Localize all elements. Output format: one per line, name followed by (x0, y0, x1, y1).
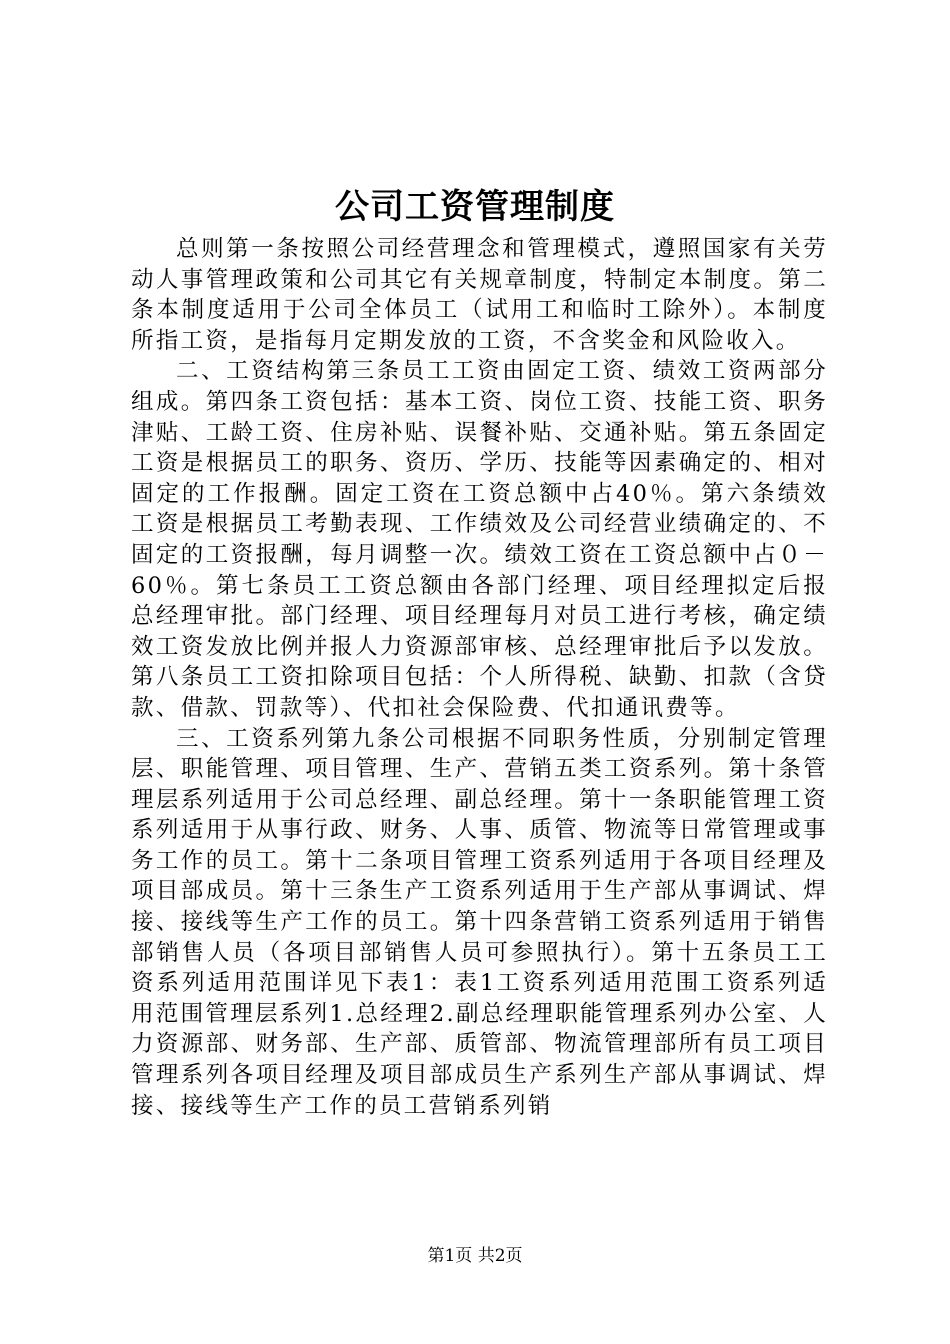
paragraph-salary-series: 三、工资系列第九条公司根据不同职务性质，分别制定管理层、职能管理、项目管理、生产、营销五类工资系列。第十条管理层系列适用于公司总经理、副总经理。第十一条职能管理工资系列适用于从事行政、财务、人事、质管、物流等日常管理或事务工作的员工。第十二条项目管理工资系列适用于各项目经理及项目部成员。第十三条生产工资系列适用于生产部从事调试、焊接、接线等生产工作的员工。第十四条营销工资系列适用于销售部销售人员（各项目部销售人员可参照执行）。第十五条员工工资系列适用范围详见下表1：表1工资系列适用范围工资系列适用范围管理层系列1.总经理2.副总经理职能管理系列办公室、人力资源部、财务部、生产部、质管部、物流管理部所有员工项目管理系列各项目经理及项目部成员生产系列生产部从事调试、焊接、接线等生产工作的员工营销系列销 (131, 725, 828, 1119)
document-title: 公司工资管理制度 (335, 187, 615, 227)
page-number-footer: 第1页 共2页 (427, 1246, 523, 1266)
document-body (131, 234, 828, 1121)
paragraph-general-provisions: 总则第一条按照公司经营理念和管理模式，遵照国家有关劳动人事管理政策和公司其它有关规章制度，特制定本制度。第二条本制度适用于公司全体员工（试用工和临时工除外）。本制度所指工资，是指每月定期发放的工资，不含奖金和风险收入。 (131, 236, 828, 354)
paragraph-salary-structure: 二、工资结构第三条员工工资由固定工资、绩效工资两部分组成。第四条工资包括：基本工资、岗位工资、技能工资、职务津贴、工龄工资、住房补贴、误餐补贴、交通补贴。第五条固定工资是根据员工的职务、资历、学历、技能等因素确定的、相对固定的工作报酬。固定工资在工资总额中占40％。第六条绩效工资是根据员工考勤表现、工作绩效及公司经营业绩确定的、不固定的工资报酬，每月调整一次。绩效工资在工资总额中占０－60％。第七条员工工资总额由各部门经理、项目经理拟定后报总经理审批。部门经理、项目经理每月对员工进行考核，确定绩效工资发放比例并报人力资源部审核、总经理审批后予以发放。第八条员工工资扣除项目包括：个人所得税、缺勤、扣款（含贷款、借款、罚款等）、代扣社会保险费、代扣通讯费等。 (131, 358, 828, 721)
